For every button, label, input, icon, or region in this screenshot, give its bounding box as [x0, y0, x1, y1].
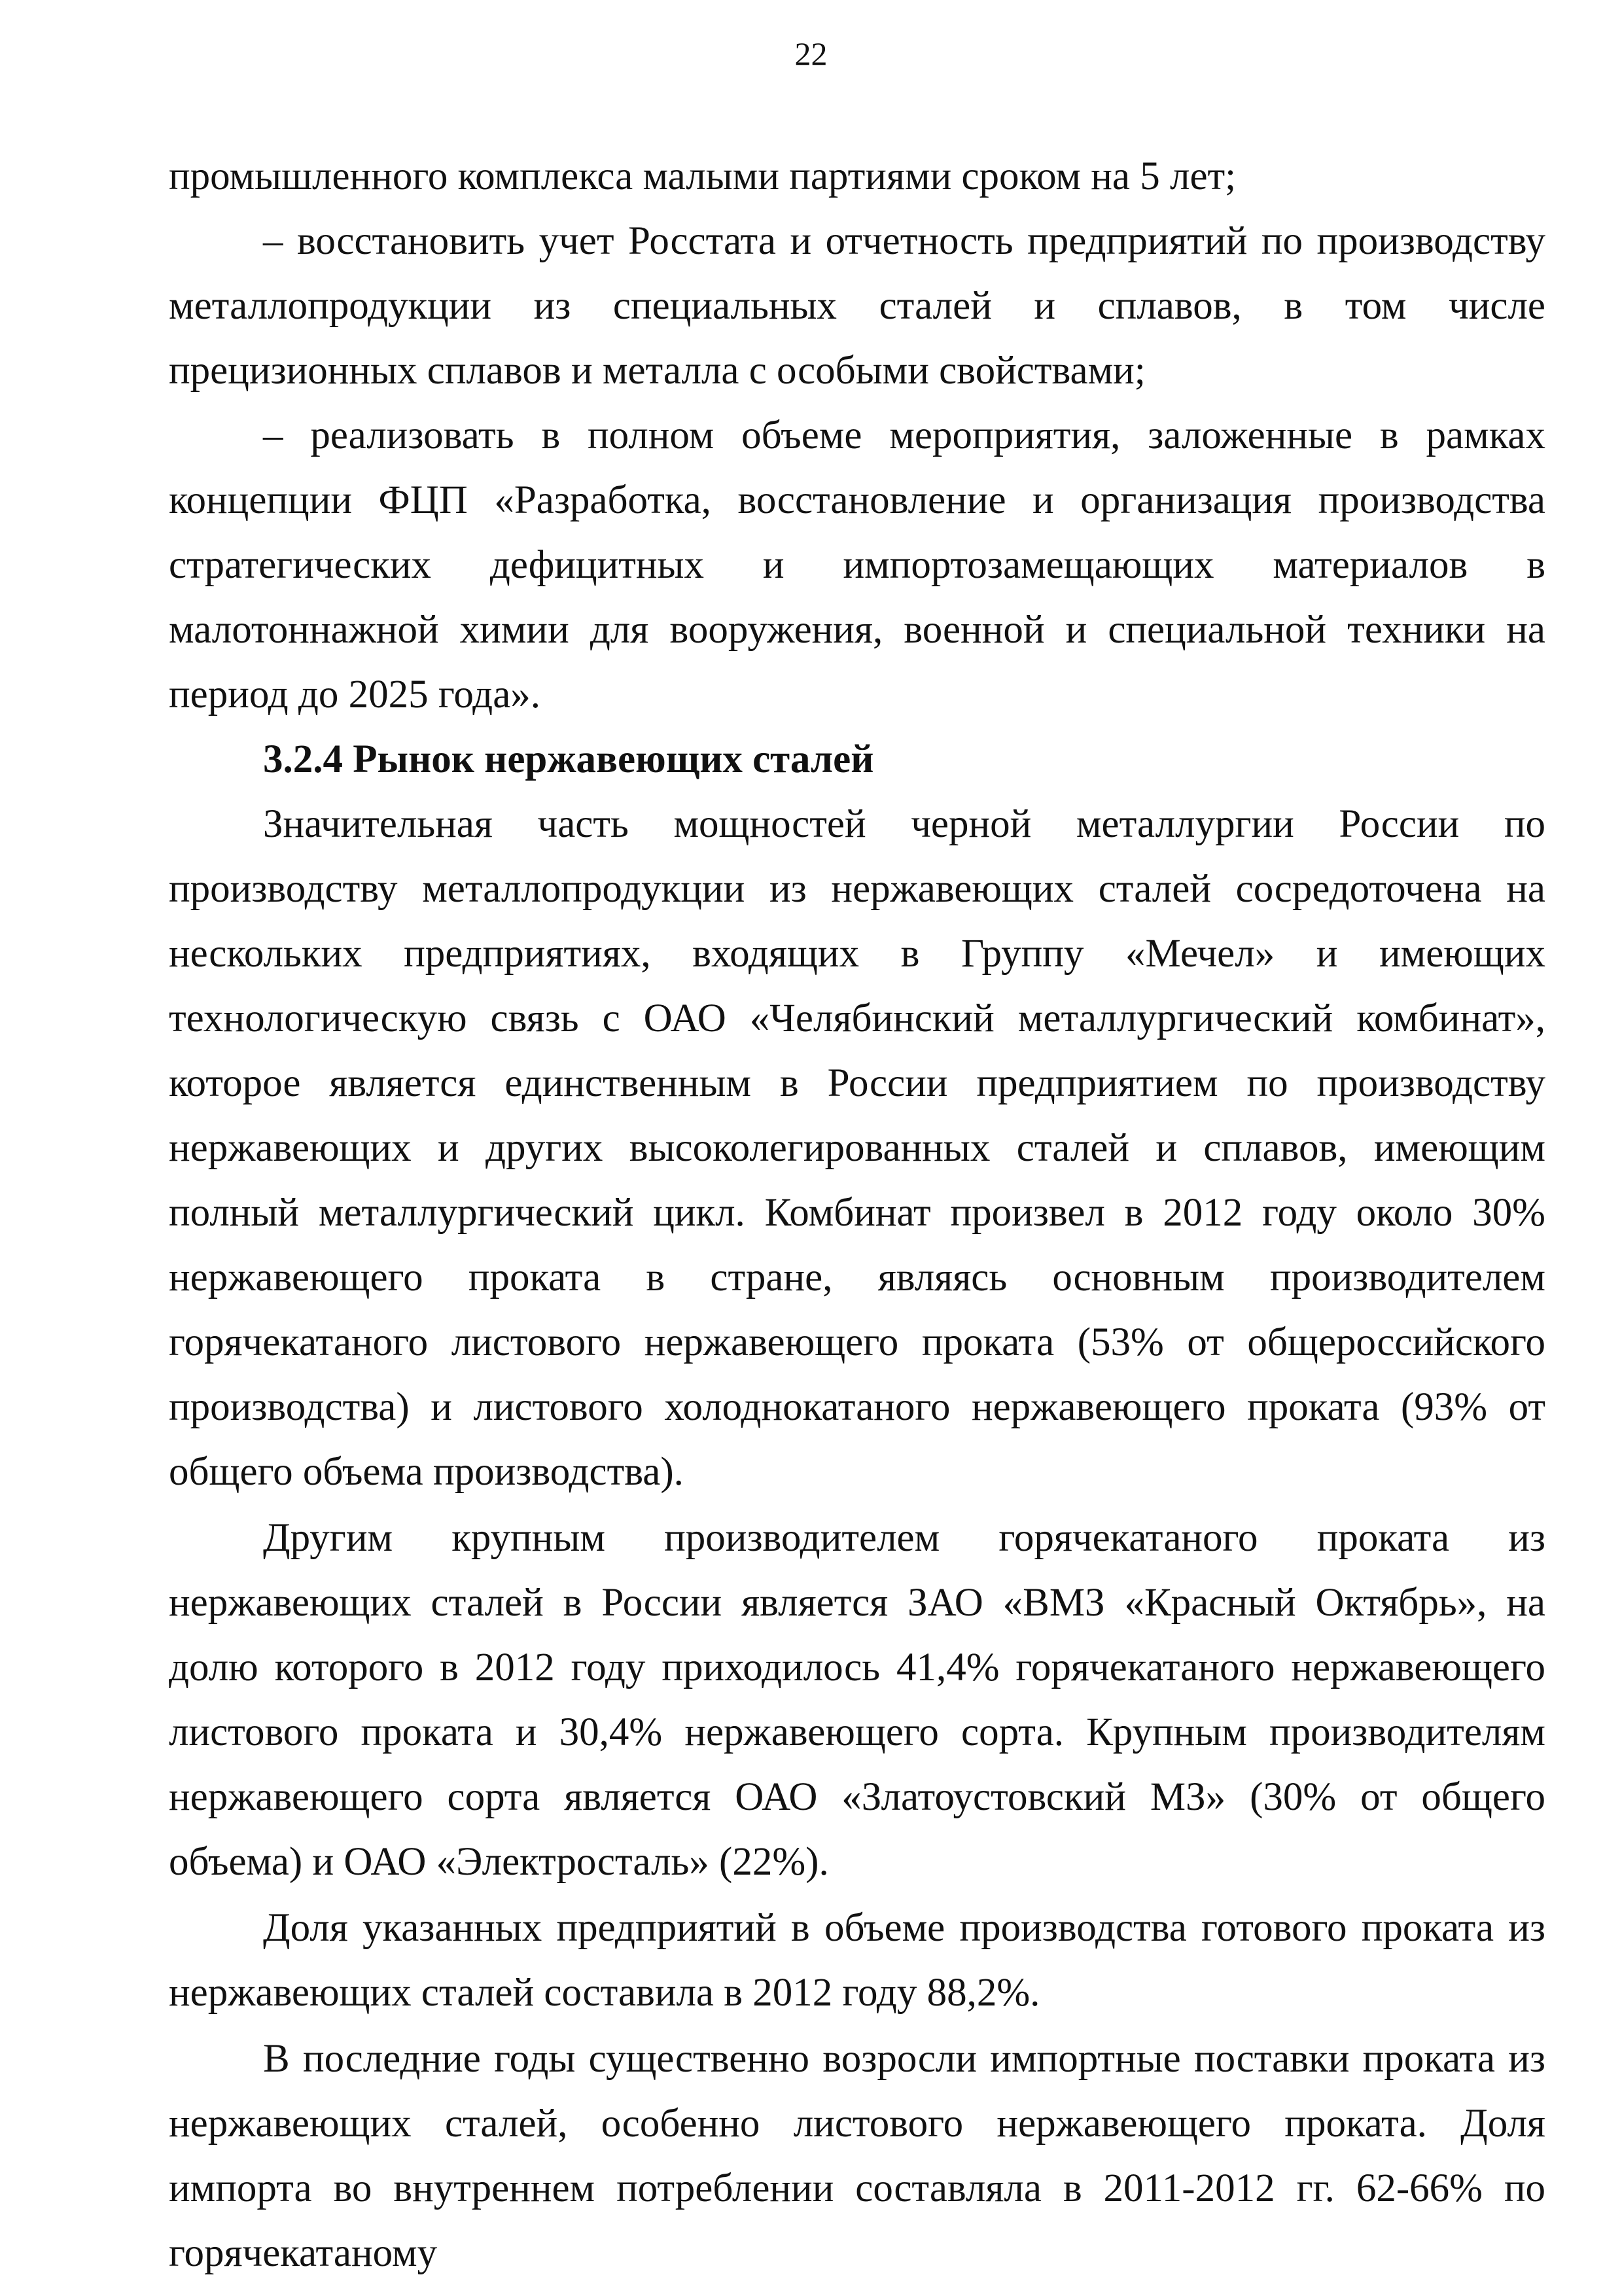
paragraph-share: Доля указанных предприятий в объеме производства готового проката из нержавеющих сталей составила в 2012 году 88,2%.: [169, 1906, 1545, 2015]
paragraph-list-item-fcp: – реализовать в полном объеме мероприятия, заложенные в рамках концепции ФЦП «Разработка, восстановление и организация производства стратегических дефицитных и импортозамещающих материалов в малотоннажной химии для вооружения, военной и специальной техники на период до 2025 года».: [169, 414, 1545, 716]
document-body: [169, 144, 1545, 2286]
page-number: 22: [794, 35, 828, 72]
paragraph-imports: В последние годы существенно возросли импортные поставки проката из нержавеющих сталей, особенно листового нержавеющего проката. Доля импорта во внутреннем потреблении составляла в 2011-2012 гг. 62-66% по горячекатаному: [169, 2037, 1545, 2275]
paragraph-chelyabinsk: Значительная часть мощностей черной металлургии России по производству металлопродукции из нержавеющих сталей сосредоточена на нескольких предприятиях, входящих в Группу «Мечел» и имеющих технологическую связь с ОАО «Челябинский металлургический комбинат», которое является единственным в России предприятием по производству нержавеющих и других высоколегированных сталей и сплавов, имеющим полный металлургический цикл. Комбинат произвел в 2012 году около 30% нержавеющего проката в стране, являясь основным производителем горячекатаного листового нержавеющего проката (53% от общероссийского производства) и листового холоднокатаного нержавеющего проката (93% от общего объема производства).: [169, 802, 1545, 1494]
section-heading: 3.2.4 Рынок нержавеющих сталей: [263, 737, 874, 781]
paragraph-list-item-rosstat: – восстановить учет Росстата и отчетность предприятий по производству металлопродукции из специальных сталей и сплавов, в том числе прецизионных сплавов и металла с особыми свойствами;: [169, 219, 1545, 393]
paragraph-continuation: промышленного комплекса малыми партиями сроком на 5 лет;: [169, 154, 1237, 198]
paragraph-krasny-oktyabr: Другим крупным производителем горячекатаного проката из нержавеющих сталей в России является ЗАО «ВМЗ «Красный Октябрь», на долю которого в 2012 году приходилось 41,4% горячекатаного нержавеющего листового проката и 30,4% нержавеющего сорта. Крупным производителям нержавеющего сорта является ОАО «Златоустовский МЗ» (30% от общего объема) и ОАО «Электросталь» (22%).: [169, 1516, 1545, 1884]
